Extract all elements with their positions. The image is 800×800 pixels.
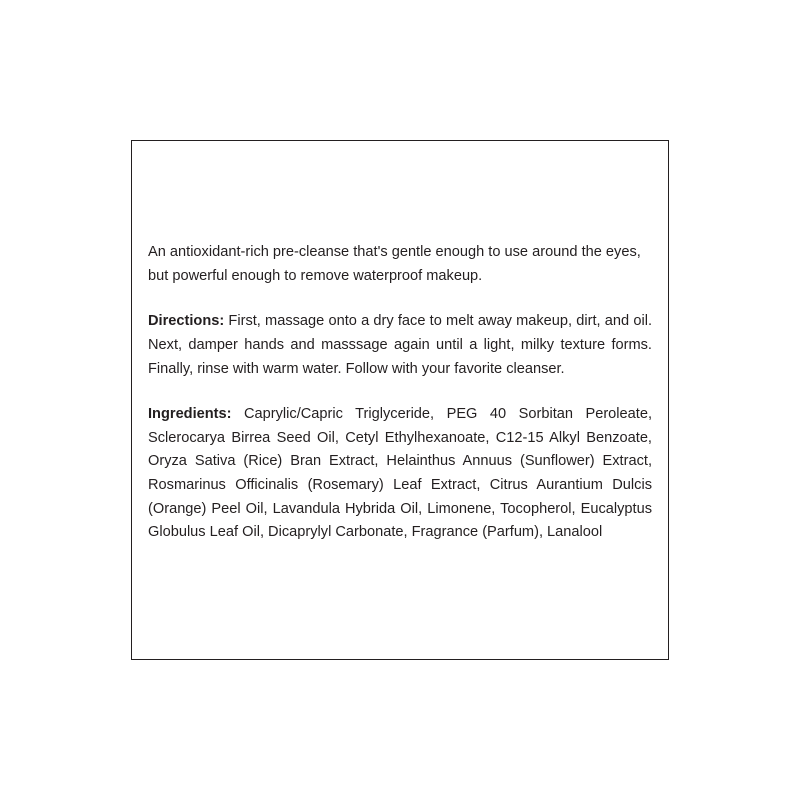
directions-label: Directions:	[148, 313, 225, 330]
directions-paragraph	[148, 310, 652, 381]
product-intro-paragraph: An antioxidant-rich pre-cleanse that's gentle enough to use around the eyes, but powerful enough to remove waterproof makeup.	[148, 244, 641, 284]
ingredients-text: Caprylic/Capric Triglyceride, PEG 40 Sorbitan Peroleate, Sclerocarya Birrea Seed Oil, Cetyl Ethylhexanoate, C12-15 Alkyl Benzoate, Oryza Sativa (Rice) Bran Extract, Helainthus Annuus (Sunflower) Extract, Rosmarinus Officinalis (Rosemary) Leaf Extract, Citrus Aurantium Dulcis (Orange) Peel Oil, Lavandula Hybrida Oil, Limonene, Tocopherol, Eucalyptus Globulus Leaf Oil, Dicaprylyl Carbonate, Fragrance (Parfum), Lanalool	[148, 406, 652, 541]
directions-text: First, massage onto a dry face to melt away makeup, dirt, and oil. Next, damper hands and masssage again until a light, milky texture forms. Finally, rinse with warm water. Follow with your favorite cleanser.	[148, 313, 652, 377]
description-content	[148, 241, 652, 545]
description-card	[131, 140, 669, 660]
ingredients-label: Ingredients:	[148, 406, 232, 423]
ingredients-paragraph	[148, 403, 652, 545]
